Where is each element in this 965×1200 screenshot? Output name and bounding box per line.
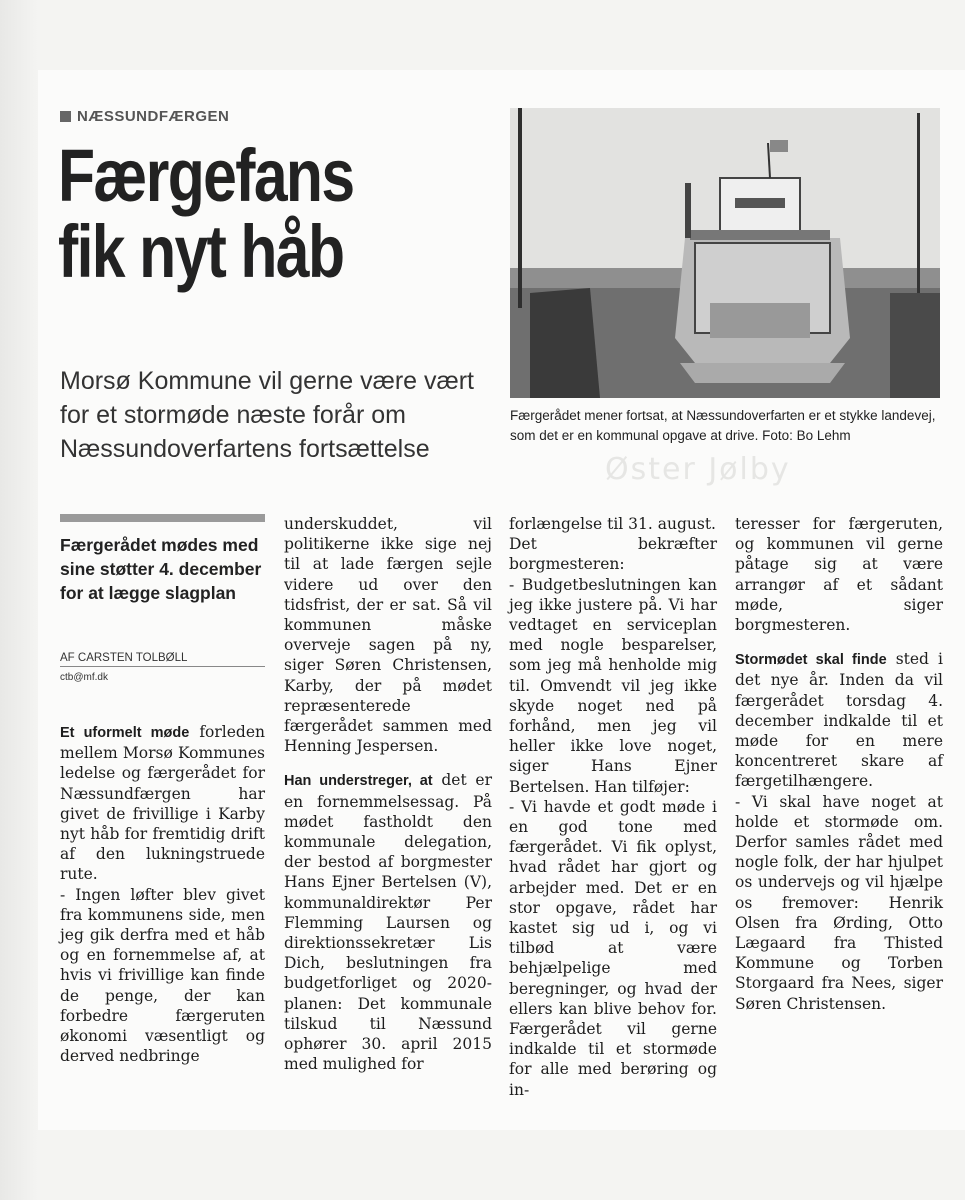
bleed-through-text: Øster Jølby xyxy=(605,452,791,487)
scan-edge xyxy=(0,0,38,1200)
paragraph: underskuddet, vil politikerne ikke sige nej til at lade færgen sejle videre ud over den tidsfrist, der er sat. Så vil kommunen måske overveje sagen på ny, siger Søren Christensen, Karby, der på mødet repræsenterede færgerådet sammen med Henning Jespersen. xyxy=(284,515,492,756)
paragraph: Det bekræfter borgmesteren: xyxy=(509,535,717,574)
column-2 xyxy=(284,514,492,1074)
paragraph: - Ingen løfter blev givet fra kommunens side, men jeg gik derfra med et håb og en fornemmelse af, at hvis vi frivillige kan finde de penge, der kan forbedre færgeruten økonomi væsentligt og derved nedbringe xyxy=(60,885,265,1066)
paragraph-lead: Stormødet skal finde xyxy=(735,652,887,669)
paragraph xyxy=(60,722,265,885)
paragraph: - Vi havde et godt møde i en god tone med færgerådet. Vi fik oplyst, hvad rådet har gjort og arbejder med. Det er en stor opgave, rådet har kastet sig ud i, og vi tilbød at være behjælpelige med beregninger, og hvad der ellers kan blive behov for. Færgerådet vil gerne indkalde til et stormøde for alle med berøring og in- xyxy=(509,797,717,1099)
paragraph-lead: Et uformelt møde xyxy=(60,725,190,741)
column-1 xyxy=(60,722,265,1066)
column-4 xyxy=(735,514,943,1014)
paragraph: - Vi skal have noget at holde et stormøde om. Derfor samles rådet med nogle folk, der har hjulpet os undervejs og vil hjælpe os fremover: Henrik Olsen fra Ørding, Otto Lægaard fra Thisted Kommune og Torben Storgaard fra Nees, siger Søren Christensen. xyxy=(735,792,943,1013)
paragraph-text: det er en fornemmelsessag. På mødet fastholdt den kommunale delegation, der bestod af borgmester Hans Ejner Bertelsen (V), kommunaldirektør Per Flemming Laursen og direktionssekretær Lis Dich, beslutningen fra budgetforliget og 2020-planen: Det kommunale tilskud til Næssund ophører 30. april 2015 med mulighed for xyxy=(284,771,492,1074)
photo-caption: Færgerådet mener fortsat, at Næssundoverfarten er et stykke landevej, som det er en kommunal opgave at drive. Foto: Bo Lehm xyxy=(510,408,936,443)
lede: Færgerådet mødes med sine støtter 4. december for at lægge slagplan xyxy=(60,535,262,603)
ferry-photo xyxy=(510,108,940,398)
paragraph-text: sted i det nye år. Inden da vil færgerådet torsdag 4. december indkalde til et møde for en mere koncentreret skare af færgetilhængere. xyxy=(735,650,943,791)
paragraph: teresser for færgeruten, og kommunen vil gerne påtage sig at være arrangør af et sådant møde, siger borgmesteren. xyxy=(735,515,943,635)
paragraph-text: forleden mellem Morsø Kommunes ledelse og færgerådet for Næssundfærgen har givet de frivillige i Karby nyt håb for fremtidig drift af den lukningstruede rute. xyxy=(60,723,265,884)
subheadline: Morsø Kommune vil gerne være vært for et stormøde næste forår om Næssundoverfartens fortsættelse xyxy=(60,367,475,463)
column-3 xyxy=(509,514,717,1100)
paragraph xyxy=(735,649,943,791)
paragraph: - Budgetbeslutningen kan jeg ikke justere på. Vi har vedtaget en serviceplan med nogle besparelser, som jeg må henholde mig til. Omvendt vil jeg ikke skyde noget ned på forhånd, men jeg vil heller ikke love noget, siger Hans Ejner Bertelsen. Han tilføjer: xyxy=(509,575,717,796)
paragraph-lead: Han understreger, at xyxy=(284,773,433,790)
section-square-icon xyxy=(60,111,71,122)
lede-rule xyxy=(60,514,265,522)
section-tag xyxy=(60,108,229,125)
paragraph xyxy=(284,770,492,1074)
byline-email: ctb@mf.dk xyxy=(60,672,108,683)
paragraph: forlængelse til 31. august. xyxy=(509,515,716,533)
section-label: NÆSSUNDFÆRGEN xyxy=(77,108,230,125)
headline: Færgefans fik nyt håb xyxy=(58,134,354,293)
byline: AF CARSTEN TOLBØLL xyxy=(60,652,265,667)
